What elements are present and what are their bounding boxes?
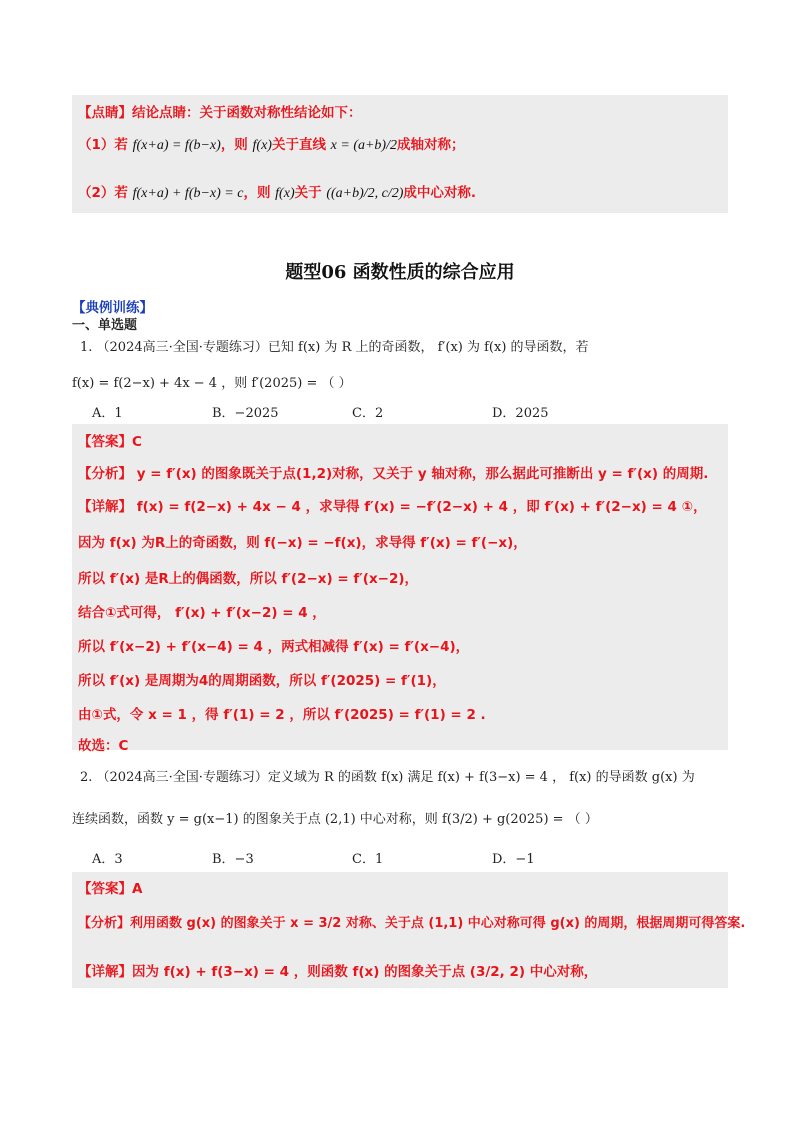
q1-detail-5: 所以 f′(x−2) + f′(x−4) = 4 ，两式相减得 f′(x) = f′(x−4)， <box>78 639 470 655</box>
tip-item-2: （2）若 f(x+a) + f(b−x) = c，则 f(x)关于 ((a+b)/2, c/2)成中心对称. <box>78 185 477 201</box>
q2-stem-line1: 2. （2024高三·全国·专题练习）定义域为 R 的函数 f(x) 满足 f(x) + f(3−x) = 4 ， f(x) 的导函数 g(x) 为 <box>80 770 695 785</box>
q2-answer: 【答案】A <box>78 881 143 897</box>
q2-option-a: A．3 <box>92 852 123 867</box>
q2-analysis: 【分析】利用函数 g(x) 的图象关于 x = 3/2 对称、关于点 (1,1) 中心对称可得 g(x) 的周期，根据周期可得答案. <box>78 916 746 931</box>
q1-option-c: C．2 <box>352 406 384 421</box>
q1-option-d: D．2025 <box>492 406 549 421</box>
q1-stem-line1: 1. （2024高三·全国·专题练习）已知 f(x) 为 R 上的奇函数， f′(x) 为 f(x) 的导函数，若 <box>80 340 589 355</box>
q1-detail-3: 所以 f′(x) 是R上的偶函数，所以 f′(2−x) = f′(x−2)， <box>78 571 419 587</box>
q1-detail-7: 由①式，令 x = 1 ，得 f′(1) = 2 ，所以 f′(2025) = f′(1) = 2 . <box>78 707 486 723</box>
tip-item-1: （1）若 f(x+a) = f(b−x)，则 f(x)关于直线 x = (a+b)/2成轴对称； <box>78 137 465 153</box>
q1-detail-8: 故选：C <box>78 738 129 754</box>
q2-option-c: C．1 <box>352 852 384 867</box>
q1-stem-line2: f(x) = f(2−x) + 4x − 4 ，则 f′(2025) = （ ） <box>72 376 352 391</box>
q1-detail-4: 结合①式可得， f′(x) + f′(x−2) = 4 ， <box>78 605 326 621</box>
q1-analysis: 【分析】 y = f′(x) 的图象既关于点(1,2)对称，又关于 y 轴对称，那么据此可推断出 y = f′(x) 的周期. <box>78 466 709 482</box>
section-title: 题型06 函数性质的综合应用 <box>285 262 515 283</box>
q1-answer: 【答案】C <box>78 434 142 450</box>
q2-stem-line2: 连续函数，函数 y = g(x−1) 的图象关于点 (2,1) 中心对称，则 f(3/2) + g(2025) = （ ） <box>72 812 598 827</box>
tip-heading: 【点睛】结论点睛：关于函数对称性结论如下： <box>78 105 362 121</box>
q1-option-b: B．−2025 <box>212 406 279 421</box>
q2-option-b: B．−3 <box>212 852 254 867</box>
q1-detail-1: 【详解】 f(x) = f(2−x) + 4x − 4 ，求导得 f′(x) = −f′(2−x) + 4 ，即 f′(x) + f′(2−x) = 4 ①， <box>78 499 707 515</box>
example-label: 【典例训练】 <box>72 300 153 316</box>
q1-option-a: A．1 <box>92 406 123 421</box>
q2-option-d: D．−1 <box>492 852 535 867</box>
q2-detail: 【详解】因为 f(x) + f(3−x) = 4 ，则函数 f(x) 的图象关于点 (3/2, 2) 中心对称， <box>78 964 598 980</box>
part-label: 一、单选题 <box>72 318 138 333</box>
q1-detail-2: 因为 f(x) 为R上的奇函数，则 f(−x) = −f(x)，求导得 f′(x) = f′(−x)， <box>78 535 527 551</box>
q1-detail-6: 所以 f′(x) 是周期为4的周期函数，所以 f′(2025) = f′(1)， <box>78 673 446 689</box>
